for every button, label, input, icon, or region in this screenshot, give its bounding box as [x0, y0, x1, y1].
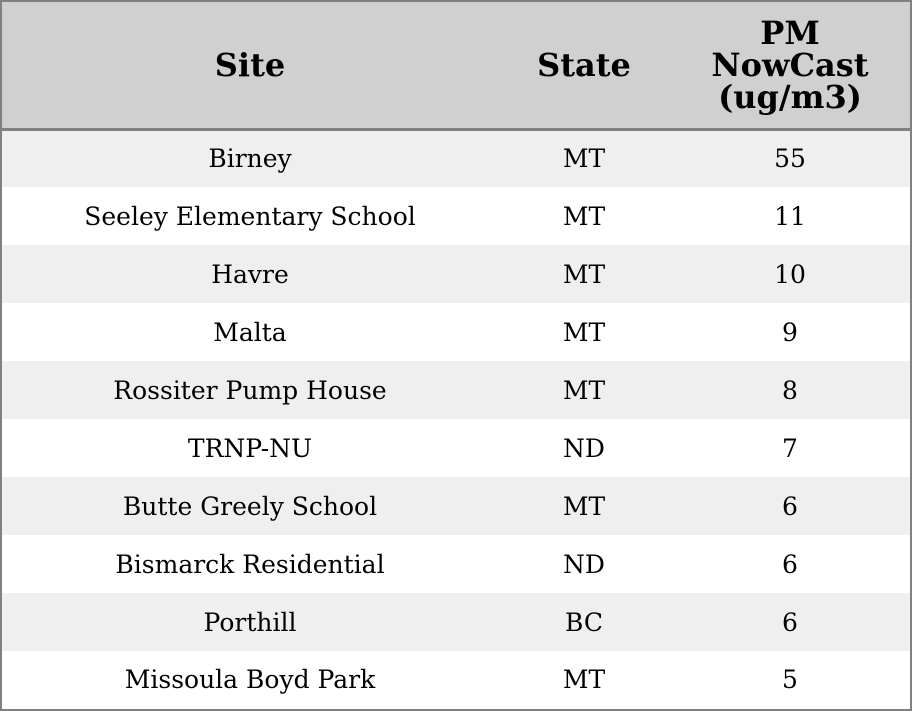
cell-pm-nowcast: 8	[670, 361, 910, 419]
cell-state: ND	[498, 419, 670, 477]
cell-site: Havre	[2, 245, 498, 303]
header-state: State	[498, 2, 670, 129]
cell-state: MT	[498, 303, 670, 361]
cell-pm-nowcast: 7	[670, 419, 910, 477]
cell-pm-nowcast: 9	[670, 303, 910, 361]
cell-pm-nowcast: 10	[670, 245, 910, 303]
cell-state: MT	[498, 129, 670, 187]
cell-site: Malta	[2, 303, 498, 361]
cell-state: MT	[498, 361, 670, 419]
cell-pm-nowcast: 6	[670, 477, 910, 535]
cell-state: BC	[498, 593, 670, 651]
table-row	[2, 129, 910, 187]
cell-state: MT	[498, 245, 670, 303]
cell-site: Butte Greely School	[2, 477, 498, 535]
table-row	[2, 361, 910, 419]
table-row	[2, 651, 910, 708]
cell-state: MT	[498, 477, 670, 535]
cell-site: Missoula Boyd Park	[2, 651, 498, 708]
cell-site: Birney	[2, 129, 498, 187]
cell-pm-nowcast: 6	[670, 535, 910, 593]
cell-state: MT	[498, 187, 670, 245]
cell-pm-nowcast: 5	[670, 651, 910, 708]
table-row	[2, 303, 910, 361]
table-row	[2, 187, 910, 245]
pm-nowcast-table	[2, 2, 910, 708]
header-pm-line-1: PM	[760, 13, 820, 52]
header-row	[2, 2, 910, 129]
cell-site: Porthill	[2, 593, 498, 651]
table-row	[2, 245, 910, 303]
table-row	[2, 477, 910, 535]
header-pm-line-2: NowCast	[711, 45, 869, 84]
table-body	[2, 129, 910, 708]
header-pm-nowcast	[670, 2, 910, 129]
table-header	[2, 2, 910, 129]
table-row	[2, 419, 910, 477]
header-pm-line-3: (ug/m3)	[718, 77, 862, 116]
cell-site: Rossiter Pump House	[2, 361, 498, 419]
cell-site: Bismarck Residential	[2, 535, 498, 593]
table-row	[2, 593, 910, 651]
cell-pm-nowcast: 6	[670, 593, 910, 651]
cell-site: Seeley Elementary School	[2, 187, 498, 245]
cell-pm-nowcast: 55	[670, 129, 910, 187]
cell-state: MT	[498, 651, 670, 708]
header-site: Site	[2, 2, 498, 129]
cell-state: ND	[498, 535, 670, 593]
cell-site: TRNP-NU	[2, 419, 498, 477]
cell-pm-nowcast: 11	[670, 187, 910, 245]
table-row	[2, 535, 910, 593]
